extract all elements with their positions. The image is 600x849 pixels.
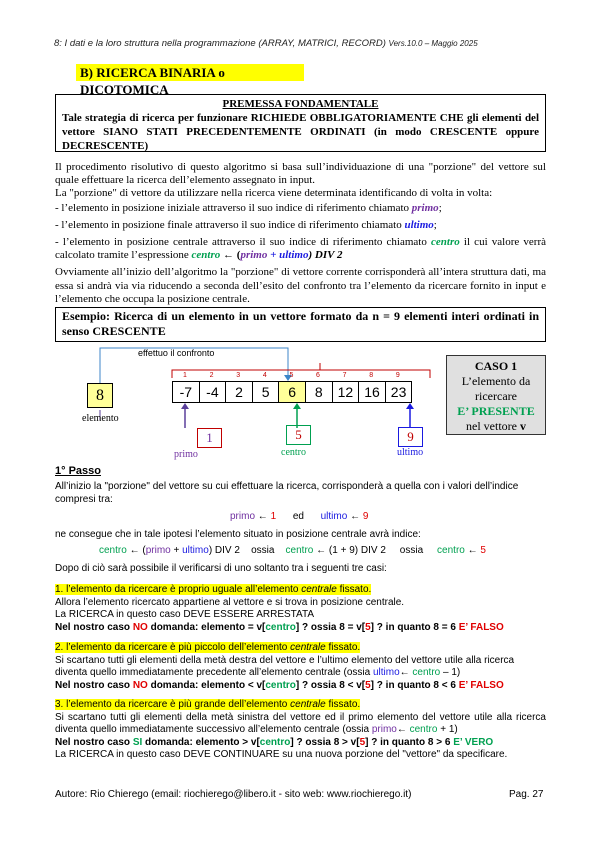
passo-p2: ne consegue che in tale ipotesi l’elemento situato in posizione centrale avrà indice: (55, 529, 421, 540)
vector-cell: 23 (385, 381, 413, 403)
centro-term: centro (431, 236, 460, 249)
caso3-line2: La RICERCA in questo caso DEVE CONTINUARE su una nuova porzione del "vettore" da specificare. (55, 749, 508, 760)
arrow-icon: ← (316, 545, 327, 556)
caso3-head: 3. l’elemento da ricercare è più grande dell’elemento centrale fissato. (55, 699, 361, 710)
footer-page: Pag. 27 (509, 789, 544, 800)
caso3-question: Nel nostro caso SI domanda: elemento > v[centro] ? ossia 8 > v[5] ? in quanto 8 > 6 E’ VERO (55, 736, 494, 748)
caso2-block (55, 642, 546, 692)
caso-line4: nel vettore v (466, 419, 526, 433)
caso-line3: E’ PRESENTE (457, 404, 535, 418)
vector-index: 6 (316, 372, 320, 379)
caso-line1: L’elemento da (461, 374, 531, 388)
header-title: 8: I dati e la loro struttura nella programmazione (ARRAY, MATRICI, RECORD) (54, 38, 386, 49)
centro-box: 5 (286, 425, 311, 445)
premessa-title: PREMESSA FONDAMENTALE (222, 98, 379, 110)
section-title: B) RICERCA BINARIA o DICOTOMICA (76, 64, 304, 81)
ultimo-term: ultimo (404, 218, 434, 231)
header-version: Vers.10.0 – Maggio 2025 (388, 39, 478, 48)
caso-line2: ricercare (475, 389, 517, 403)
caso2-question: Nel nostro caso NO domanda: elemento < v[centro] ? ossia 8 < v[5] ? in quanto 8 < 6 E’ FALSO (55, 679, 504, 691)
vector-index: 1 (183, 372, 187, 379)
vector-index: 5 (289, 372, 294, 379)
passo-p1: All’inizio la "porzione" del vettore su cui effettuare la ricerca, corrisponderà a quella con i valori dell’indice compresi tra: (55, 481, 519, 505)
centro-label: centro (281, 447, 306, 458)
caso-box (446, 355, 546, 435)
element-label: elemento (82, 413, 119, 424)
vector-cell: -4 (199, 381, 227, 403)
arrow-icon: ← (350, 511, 361, 522)
caso3-block (55, 699, 546, 762)
caso1-head: 1. l’elemento da ricercare è proprio uguale all’elemento centrale fissato. (55, 584, 372, 595)
vector-index: 9 (395, 372, 400, 379)
vector-cell: 8 (305, 381, 333, 403)
intro-l1: - l’elemento in posizione iniziale attraverso il suo indice di riferimento chiamato primo; (55, 201, 442, 214)
passo-title: 1° Passo (55, 465, 101, 477)
vector-cell: 6 (278, 381, 306, 403)
element-box: 8 (87, 383, 113, 408)
caso1-line1: Allora l’elemento ricercato appartiene al vettore e si trova in posizione centrale. (55, 596, 405, 608)
ultimo-box: 9 (398, 427, 423, 447)
caso1-line2: La RICERCA in questo caso DEVE ESSERE ARRESTATA (55, 609, 314, 620)
passo-p3: Dopo di ciò sarà possibile il verificarsi di uno soltanto tra i seguenti tre casi: (55, 563, 387, 574)
intro-p1: Il procedimento risolutivo di questo algoritmo si basa sull’individuazione di una "porzione" del vettore sul quale effettuare la ricerca dell’elemento assegnato in input. (55, 161, 546, 187)
premessa-body: Tale strategia di ricerca per funzionare RICHIEDE OBBLIGATORIAMENTE CHE gli elementi del vettore SIANO STATI PRECEDENTEMENTE ORDINATI (in modo CRESCENTE oppure DECRESCENTE) (62, 112, 539, 152)
vector-index: 2 (209, 372, 214, 379)
arrow-icon: ← (223, 249, 235, 262)
vector-cell: 5 (252, 381, 280, 403)
passo-eq2: centro ← (primo + ultimo) DIV 2 ossia centro ← (1 + 9) DIV 2 ossia centro ← 5 (99, 545, 486, 556)
vector-index: 7 (342, 372, 347, 379)
caso1-block (55, 584, 546, 634)
intro-p2: La "porzione" di vettore da utilizzare nella ricerca viene determinata identificando di volta in volta: (55, 187, 493, 200)
caso-title: CASO 1 (474, 359, 518, 373)
esempio-box: Esempio: Ricerca di un elemento in un vettore formato da n = 9 elementi interi ordinati in senso CRESCENTE (55, 307, 546, 342)
primo-term: primo (411, 201, 439, 214)
passo-eq1: primo ← 1 ed ultimo ← 9 (230, 511, 369, 522)
arrow-icon: ← (257, 511, 268, 522)
vector-cell: 12 (332, 381, 360, 403)
primo-box: 1 (197, 428, 222, 448)
vector-cell: 16 (358, 381, 386, 403)
vector-cell: -7 (172, 381, 200, 403)
vector-index: 8 (369, 372, 374, 379)
intro-l3: - l’elemento in posizione centrale attraverso il suo indice di riferimento chiamato centro il cui valore verrà calcolato tramite l’espressione centro ← (primo + ultimo) DIV 2 (55, 236, 546, 262)
vector-index: 3 (236, 372, 241, 379)
vector-index: 4 (262, 372, 267, 379)
intro-p3: Ovviamente all’inizio dell’algoritmo la "porzione" di vettore corrente corrisponderà all’intera struttura dati, ma essa si andrà via via riducendo a seconda dell’esito del confronto tra l’elemento da ricercare fornito in input e l’elemento che occupa la posizione centrale. (55, 266, 546, 305)
caso3-line1: Si scartano tutti gli elementi della metà sinistra del vettore ed il primo elemento del vettore utile alla ricerca diventa quello immediatamente successivo all’elemento centrale (ossia primo← centro + 1) (55, 711, 546, 735)
caso1-question: Nel nostro caso NO domanda: elemento = v[centro] ? ossia 8 = v[5] ? in quanto 8 = 6 E’ FALSO (55, 621, 504, 633)
confronto-label: effettuo il confronto (138, 348, 215, 358)
intro-l2: - l’elemento in posizione finale attraverso il suo indice di riferimento chiamato ultimo; (55, 218, 437, 231)
primo-label: primo (174, 449, 198, 460)
caso2-head: 2. l’elemento da ricercare è più piccolo dell’elemento centrale fissato. (55, 642, 361, 653)
arrow-icon: ← (467, 545, 478, 556)
arrow-icon: ← (129, 545, 140, 556)
ultimo-label: ultimo (397, 447, 424, 458)
footer-author: Autore: Rio Chierego (email: riochierego@libero.it - sito web: www.riochierego.it) (55, 789, 412, 800)
vector-cell: 2 (225, 381, 253, 403)
caso2-line1: Si scartano tutti gli elementi della metà destra del vettore e l’ultimo elemento del vettore utile alla ricerca diventa quello immediatamente precedente all’elemento centrale (ossia ultimo← centro – 1) (55, 654, 515, 678)
